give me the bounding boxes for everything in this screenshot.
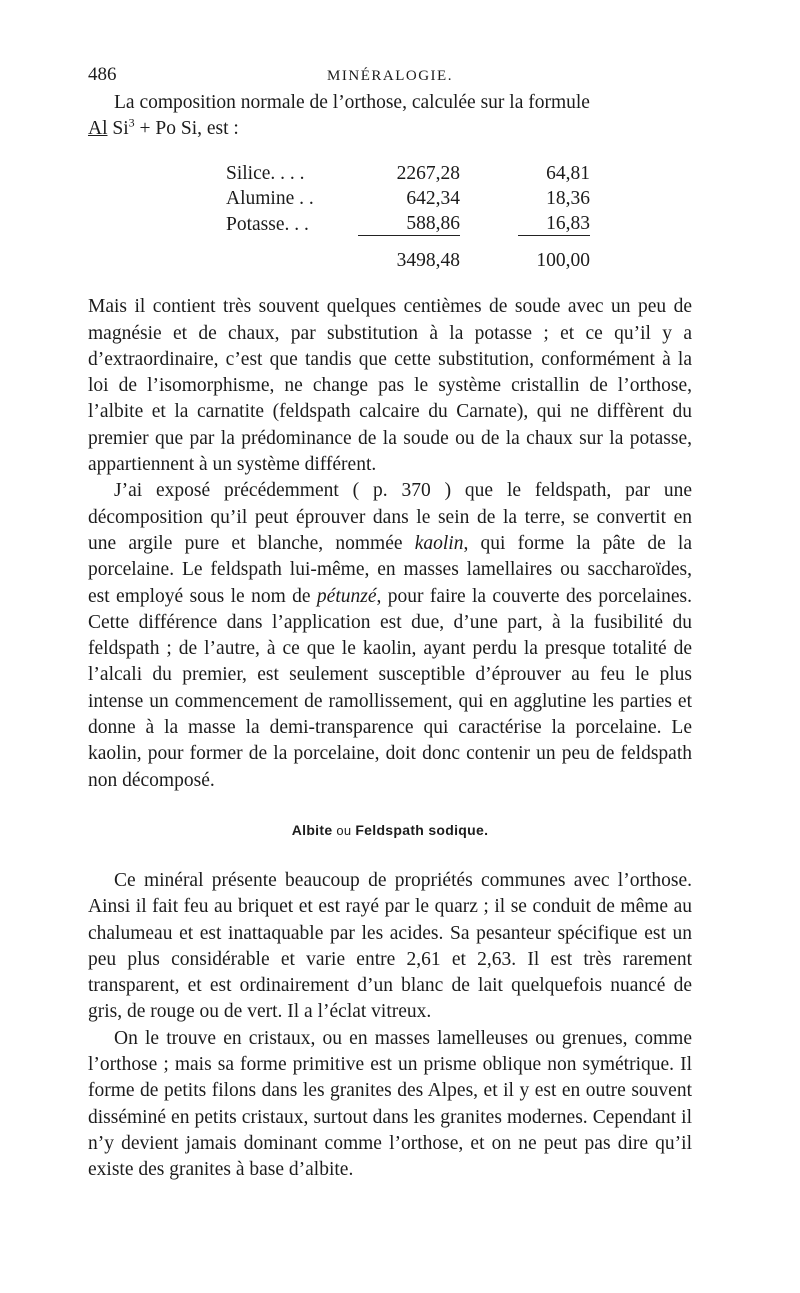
table-row: [226, 160, 590, 185]
component-name: Alumine . .: [226, 188, 314, 210]
component-value: 2267,28: [396, 163, 460, 185]
intro-paragraph: La composition normale de l’orthose, calculée sur la formule: [114, 92, 590, 113]
total-value: 3498,48: [396, 250, 460, 272]
component-percent: 18,36: [546, 188, 590, 210]
formula-plus: +: [134, 118, 156, 140]
component-name: Potasse. . .: [226, 213, 309, 235]
page-number: 486: [88, 64, 117, 85]
section-heading-or: ou: [332, 822, 356, 838]
component-value: 642,34: [406, 188, 460, 210]
formula-tail: , est :: [197, 118, 239, 140]
page-header: [88, 64, 692, 90]
book-page: [88, 64, 692, 1184]
paragraph-kaolin: [88, 478, 692, 794]
composition-table: [226, 160, 590, 272]
formula-silica: Si: [112, 118, 129, 140]
section-heading-feldspath: Feldspath sodique.: [355, 821, 489, 838]
paragraph-albite-occurrence: On le trouve en cristaux, ou en masses lamelleuses ou grenues, comme l’orthose ; mais sa forme primitive est un prisme oblique non symétrique. Il forme de petits filons dans les granites des Alpes, et il y est en outre souvent disséminé en petits cristaux, surtout dans les granites modernes. Cependant il n’y devient jamais dominant comme l’orthose, et on ne peut pas dire qu’il existe des granites à base d’albite.: [88, 1027, 692, 1181]
component-name: Silice. . . .: [226, 163, 305, 185]
formula-silica-2: Si: [180, 118, 198, 140]
section-heading-albite: Albite: [291, 821, 333, 838]
table-row: [226, 185, 590, 210]
component-percent: 16,83: [518, 210, 590, 236]
kaolin-term: kaolin: [414, 532, 464, 554]
total-row: [226, 236, 590, 273]
paragraph-kaolin-text-b: , qui forme la pâte de la porcelaine. Le feldspath lui-même, en masses lamellaires ou saccharoïdes, est employé sous le nom de: [88, 532, 692, 607]
section-heading: [88, 822, 692, 844]
table-row: [226, 210, 590, 236]
component-value: 588,86: [358, 210, 460, 236]
paragraph-substitution: Mais il contient très souvent quelques centièmes de soude avec un peu de magnésie et de chaux, par substitution à la potasse ; et ce qu’il y a d’extraordinaire, c’est que tandis que cette substitution, conformément à la loi de l’isomorphisme, ne change pas le système cristallin de l’orthose, l’albite et la carnatite (feldspath calcaire du Carnate), qui ne diffèrent du premier que par la prédominance de la soude ou de la chaux sur la potasse, appartiennent à un système différent.: [88, 296, 692, 476]
formula-alumina: Al: [88, 118, 108, 140]
total-percent: 100,00: [536, 250, 590, 272]
formula-line: [88, 116, 692, 142]
formula-exponent: 3: [128, 115, 135, 130]
paragraph-kaolin-text-c: , pour faire la couverte des porcelaines. Cette différence dans l’application est due, d’une part, à la fusibilité du feldspath ; de l’autre, à ce que le kaolin, ayant perdu la presque totalité de l’alcali du premier, est seulement susceptible d’éprouver au feu le plus intense un commencement de ramollissement, qui en agglutine les parties et donne à la masse la demi-transparence qui caractérise la porcelaine. Le kaolin, pour former de la porcelaine, doit donc contenir un peu de feldspath non décomposé.: [88, 585, 692, 791]
paragraph-kaolin-text-a: J’ai exposé précédemment ( p. 370 ) que le feldspath, par une décomposition qu’il peut éprouver dans le sein de la terre, se convertit en une argile pure et blanche, nommée: [88, 480, 692, 554]
formula-potash: Po: [155, 118, 176, 140]
petunze-term: pétunzé: [316, 585, 377, 607]
paragraph-albite-properties: Ce minéral présente beaucoup de propriétés communes avec l’orthose. Ainsi il fait feu au briquet et est rayé par le quarz ; il se conduit de même au chalumeau et est inattaquable par les acides. Sa pesanteur spécifique est un peu plus considérable et varie entre 2,61 et 2,63. Il est très rarement transparent, et est ordinairement d’un blanc de lait quelquefois nuancé de gris, de rouge ou de vert. Il a l’éclat vitreux.: [88, 869, 692, 1023]
component-percent: 64,81: [546, 163, 590, 185]
running-head: MINÉRALOGIE.: [327, 68, 453, 84]
